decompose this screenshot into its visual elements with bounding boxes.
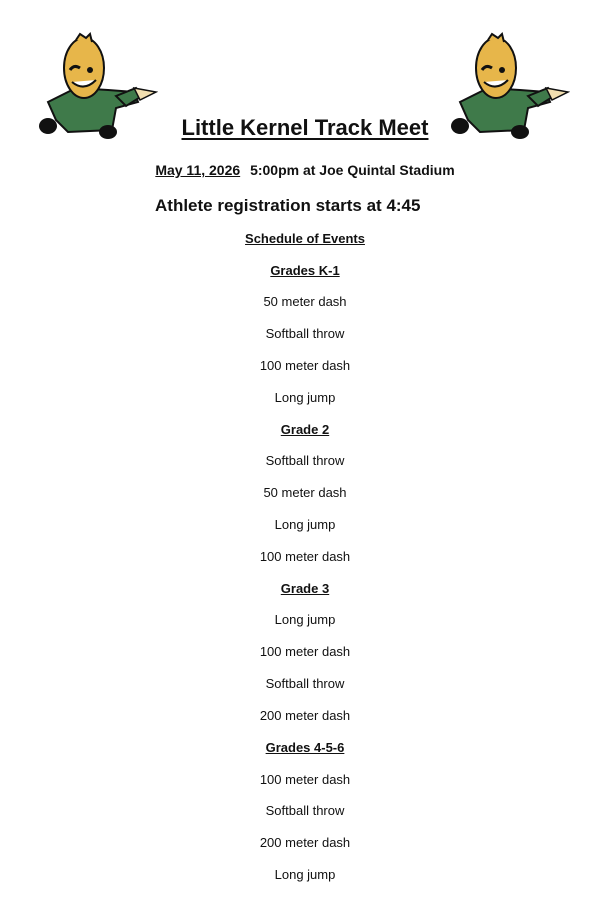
- event-item: 200 meter dash: [259, 708, 351, 723]
- event-date: May 11, 2026: [155, 162, 241, 178]
- group-heading: Grades 4-5-6: [265, 740, 345, 755]
- event-item: Softball throw: [265, 453, 345, 468]
- date-time-line: [0, 162, 610, 178]
- event-item: Softball throw: [265, 676, 345, 691]
- group-heading: Grades K-1: [270, 263, 340, 278]
- schedule-heading: Schedule of Events: [245, 231, 365, 246]
- event-item: 100 meter dash: [259, 644, 351, 659]
- event-item: 100 meter dash: [259, 358, 351, 373]
- event-item: 200 meter dash: [259, 835, 351, 850]
- event-item: Softball throw: [265, 326, 345, 341]
- registration-note: Athlete registration starts at 4:45: [155, 196, 421, 215]
- event-item: 50 meter dash: [263, 485, 347, 500]
- event-item: 100 meter dash: [259, 549, 351, 564]
- event-time-location: 5:00pm at Joe Quintal Stadium: [250, 162, 455, 178]
- event-item: Long jump: [274, 390, 336, 405]
- event-item: Long jump: [274, 612, 336, 627]
- group-heading: Grade 2: [280, 422, 330, 437]
- page-title: Little Kernel Track Meet: [181, 115, 429, 140]
- event-item: Long jump: [274, 867, 336, 882]
- event-item: Long jump: [274, 517, 336, 532]
- event-item: Softball throw: [265, 803, 345, 818]
- event-item: 100 meter dash: [259, 772, 351, 787]
- event-item: 50 meter dash: [263, 294, 347, 309]
- group-heading: Grade 3: [280, 581, 330, 596]
